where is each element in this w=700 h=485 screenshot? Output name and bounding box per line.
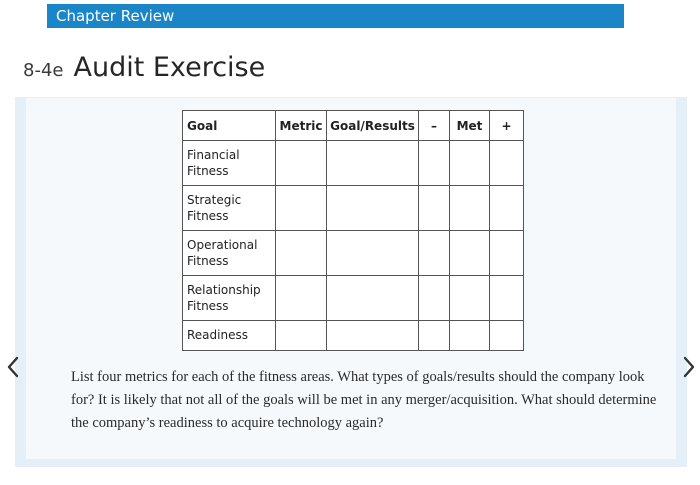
header-minus: – (419, 111, 450, 141)
metric-cell (276, 141, 327, 186)
section-number: 8-4e (23, 60, 64, 81)
goal-label-line: Fitness (187, 299, 229, 313)
goal-results-cell (327, 141, 419, 186)
metric-cell (276, 186, 327, 231)
table-row (183, 321, 524, 351)
goal-results-cell (327, 276, 419, 321)
section-heading (23, 52, 265, 86)
table-row (183, 231, 524, 276)
plus-cell (490, 186, 524, 231)
header-goal-results: Goal/Results (327, 111, 419, 141)
goal-label-line: Strategic (187, 193, 242, 207)
goal-cell (183, 186, 276, 231)
minus-cell (419, 276, 450, 321)
header-metric: Metric (276, 111, 327, 141)
goal-label-line: Fitness (187, 254, 229, 268)
metric-cell (276, 321, 327, 351)
plus-cell (490, 231, 524, 276)
chevron-right-icon (682, 356, 696, 378)
table-row (183, 141, 524, 186)
header-plus: + (490, 111, 524, 141)
goal-results-cell (327, 186, 419, 231)
plus-cell (490, 141, 524, 186)
audit-table (182, 110, 524, 351)
header-goal: Goal (183, 111, 276, 141)
goal-results-cell (327, 321, 419, 351)
plus-cell (490, 321, 524, 351)
question-text: List four metrics for each of the fitness areas. What types of goals/results should the company look for? It is likely that not all of the goals will be met in any merger/acquisition. What should determine the company’s readiness to acquire technology again? (71, 369, 657, 431)
goal-results-cell (327, 231, 419, 276)
minus-cell (419, 231, 450, 276)
minus-cell (419, 321, 450, 351)
header-met: Met (450, 111, 490, 141)
section-title: Audit Exercise (73, 52, 266, 83)
metric-cell (276, 231, 327, 276)
prev-button[interactable] (2, 352, 24, 382)
met-cell (450, 141, 490, 186)
goal-label-line: Operational (187, 238, 258, 252)
goal-label-line: Relationship (187, 283, 261, 297)
goal-label-line: Financial (187, 148, 240, 162)
table-row (183, 186, 524, 231)
goal-cell (183, 141, 276, 186)
chapter-header (47, 4, 624, 28)
plus-cell (490, 276, 524, 321)
goal-label-line: Readiness (187, 328, 248, 342)
met-cell (450, 186, 490, 231)
table-header-row (183, 111, 524, 141)
minus-cell (419, 141, 450, 186)
table-row (183, 276, 524, 321)
met-cell (450, 321, 490, 351)
metric-cell (276, 276, 327, 321)
next-button[interactable] (678, 352, 700, 382)
goal-cell (183, 321, 276, 351)
met-cell (450, 276, 490, 321)
met-cell (450, 231, 490, 276)
goal-label-line: Fitness (187, 209, 229, 223)
chevron-left-icon (6, 356, 20, 378)
minus-cell (419, 186, 450, 231)
chapter-label: Chapter Review (56, 7, 175, 25)
goal-label-line: Fitness (187, 164, 229, 178)
goal-cell (183, 276, 276, 321)
goal-cell (183, 231, 276, 276)
